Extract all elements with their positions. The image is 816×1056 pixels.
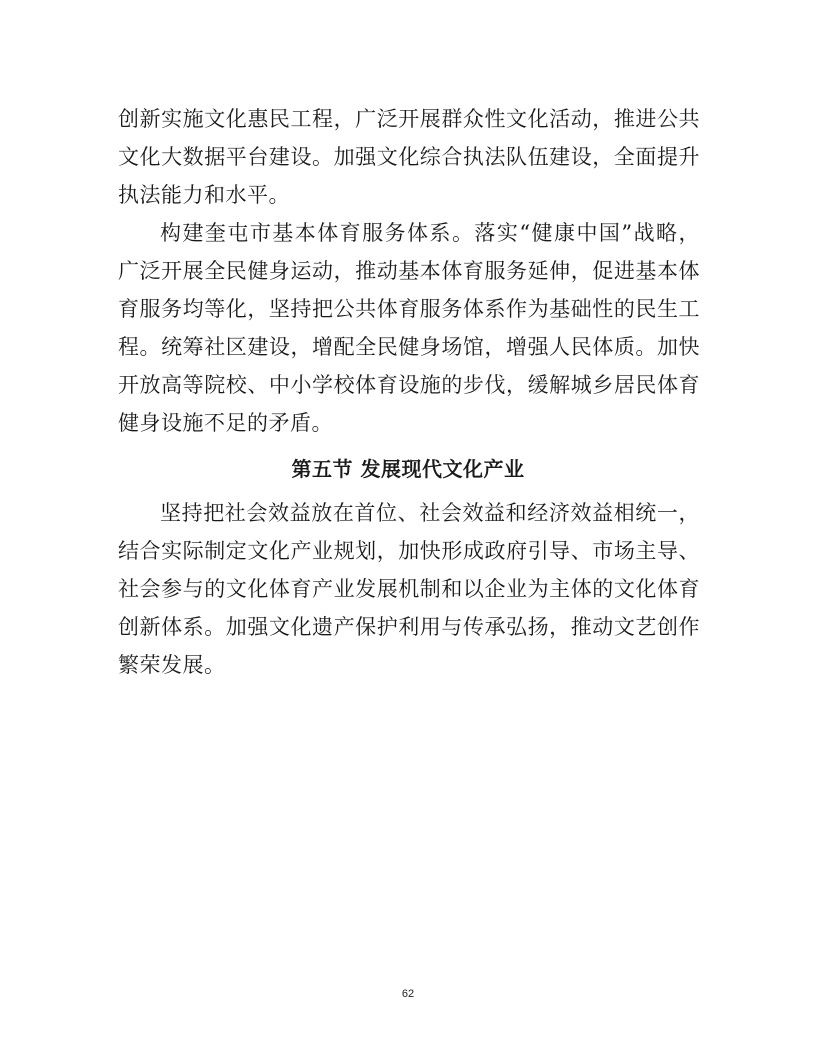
paragraph-line: 繁荣发展。 xyxy=(118,653,226,677)
paragraph-line: 结合实际制定文化产业规划，加快形成政府引导、市场主导、 xyxy=(118,539,700,563)
paragraph-line: 社会参与的文化体育产业发展机制和以企业为主体的文化体育 xyxy=(118,577,700,601)
paragraph-line: 创新实施文化惠民工程，广泛开展群众性文化活动，推进公共 xyxy=(118,107,700,131)
paragraph-line: 文化大数据平台建设。加强文化综合执法队伍建设，全面提升 xyxy=(118,145,700,169)
paragraph-line: 开放高等院校、中小学校体育设施的步伐，缓解城乡居民体育 xyxy=(118,373,700,397)
paragraph-line: 构建奎屯市基本体育服务体系。落实“健康中国”战略， xyxy=(160,221,700,245)
paragraph-line: 程。统筹社区建设，增配全民健身场馆，增强人民体质。加快 xyxy=(118,335,700,359)
paragraph-line: 坚持把社会效益放在首位、社会效益和经济效益相统一， xyxy=(160,501,700,525)
page-number: 62 xyxy=(401,988,415,1000)
paragraph-line: 创新体系。加强文化遗产保护利用与传承弘扬，推动文艺创作 xyxy=(118,615,700,639)
paragraph-line: 执法能力和水平。 xyxy=(118,183,290,207)
paragraph-line: 育服务均等化，坚持把公共体育服务体系作为基础性的民生工 xyxy=(118,297,700,321)
paragraph-line: 健身设施不足的矛盾。 xyxy=(118,411,333,435)
section-heading: 第五节 发展现代文化产业 xyxy=(291,457,525,481)
paragraph-line: 广泛开展全民健身运动，推动基本体育服务延伸，促进基本体 xyxy=(118,259,700,283)
